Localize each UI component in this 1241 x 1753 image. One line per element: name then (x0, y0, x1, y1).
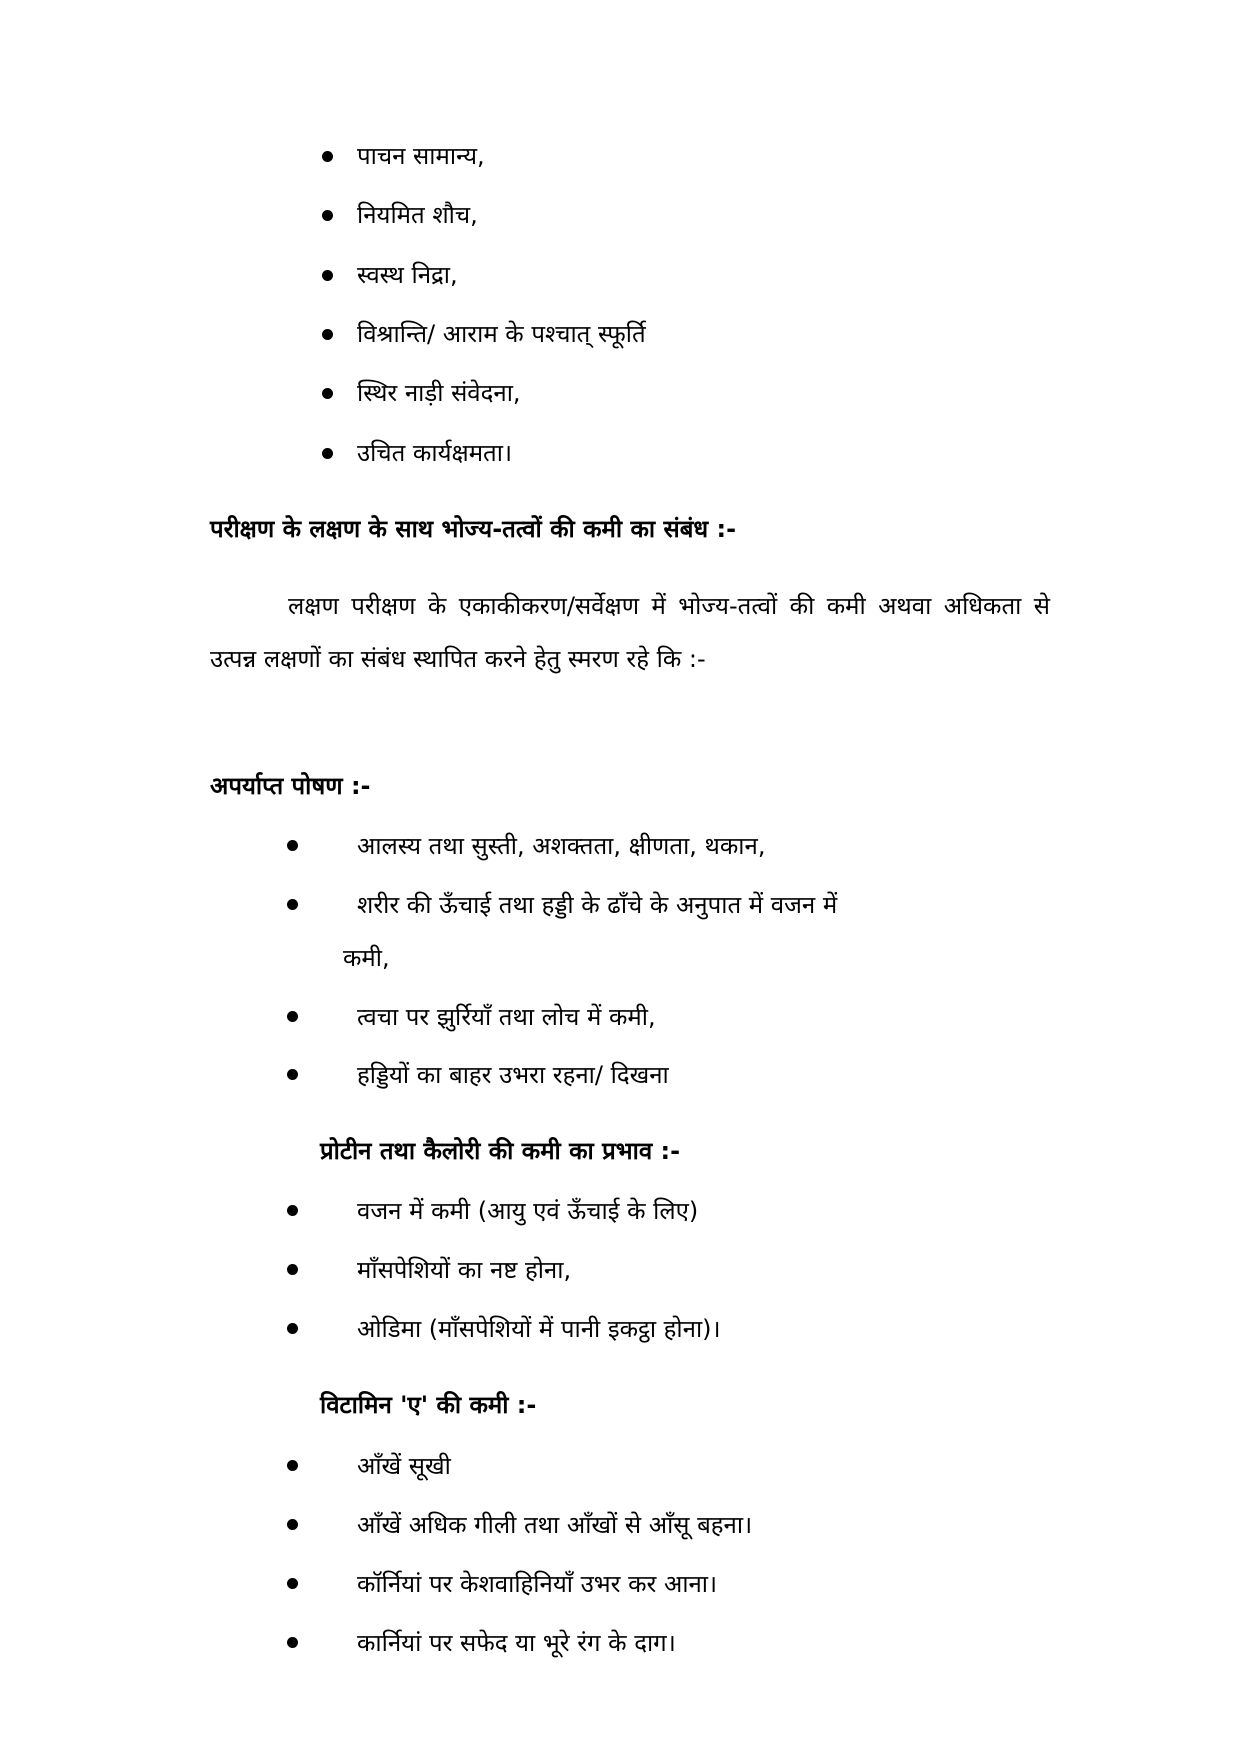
bullet-dot (287, 1205, 298, 1216)
list-item: स्वस्थ निद्रा, (357, 261, 458, 289)
section-heading: प्रोटीन तथा कैलोरी की कमी का प्रभाव :- (320, 1137, 681, 1165)
bullet-dot (322, 151, 333, 162)
bullet-dot (287, 1578, 298, 1589)
list-item: वजन में कमी (आयु एवं ऊँचाई के लिए) (357, 1197, 699, 1225)
paragraph: लक्षण परीक्षण के एकाकीकरण/सर्वेक्षण में भोज्य-तत्वों की कमी अथवा अधिकता से उत्पन्न लक्षणों का संबंध स्थापित करने हेतु स्मरण रहे कि :- (210, 592, 1050, 673)
bullet-dot (287, 899, 298, 910)
bullet-dot (287, 1011, 298, 1022)
list-item: आलस्य तथा सुस्ती, अशक्तता, क्षीणता, थकान, (357, 832, 766, 860)
list-item: विश्रान्ति/ आराम के पश्चात् स्फूर्ति (357, 320, 646, 348)
bullet-dot (287, 1069, 298, 1080)
bullet-dot (287, 1637, 298, 1648)
bullet-dot (287, 1323, 298, 1334)
list-item: त्वचा पर झुर्रियाँ तथा लोच में कमी, (357, 1003, 656, 1031)
list-item: पाचन सामान्य, (357, 142, 485, 170)
list-item: नियमित शौच, (357, 201, 478, 229)
list-item: आँखें सूखी (357, 1452, 451, 1480)
list-item: ओडिमा (माँसपेशियों में पानी इकट्ठा होना)। (357, 1315, 721, 1343)
section-heading: अपर्याप्त पोषण :- (210, 772, 371, 800)
bullet-dot (322, 210, 333, 221)
list-item: कार्नियां पर सफेद या भूरे रंग के दाग। (357, 1629, 676, 1657)
list-item: उचित कार्यक्षमता। (357, 439, 513, 467)
list-item: माँसपेशियों का नष्ट होना, (357, 1256, 572, 1284)
list-item: शरीर की ऊँचाई तथा हड्डी के ढाँचे के अनुपात में वजन में (357, 891, 838, 919)
section-heading: परीक्षण के लक्षण के साथ भोज्य-तत्वों की कमी का संबंध :- (210, 515, 737, 543)
bullet-dot (287, 840, 298, 851)
bullet-dot (322, 270, 333, 281)
bullet-dot (287, 1519, 298, 1530)
list-item-continuation: कमी, (343, 944, 390, 972)
bullet-dot (287, 1460, 298, 1471)
bullet-dot (322, 388, 333, 399)
list-item: कॉर्नियां पर केशवाहिनियाँ उभर कर आना। (357, 1570, 718, 1598)
bullet-dot (322, 448, 333, 459)
list-item: हड्डियों का बाहर उभरा रहना/ दिखना (357, 1061, 669, 1089)
list-item: स्थिर नाड़ी संवेदना, (357, 379, 521, 407)
section-heading: विटामिन 'ए' की कमी :- (320, 1391, 537, 1419)
bullet-dot (287, 1264, 298, 1275)
list-item: आँखें अधिक गीली तथा आँखों से आँसू बहना। (357, 1511, 753, 1539)
bullet-dot (322, 329, 333, 340)
